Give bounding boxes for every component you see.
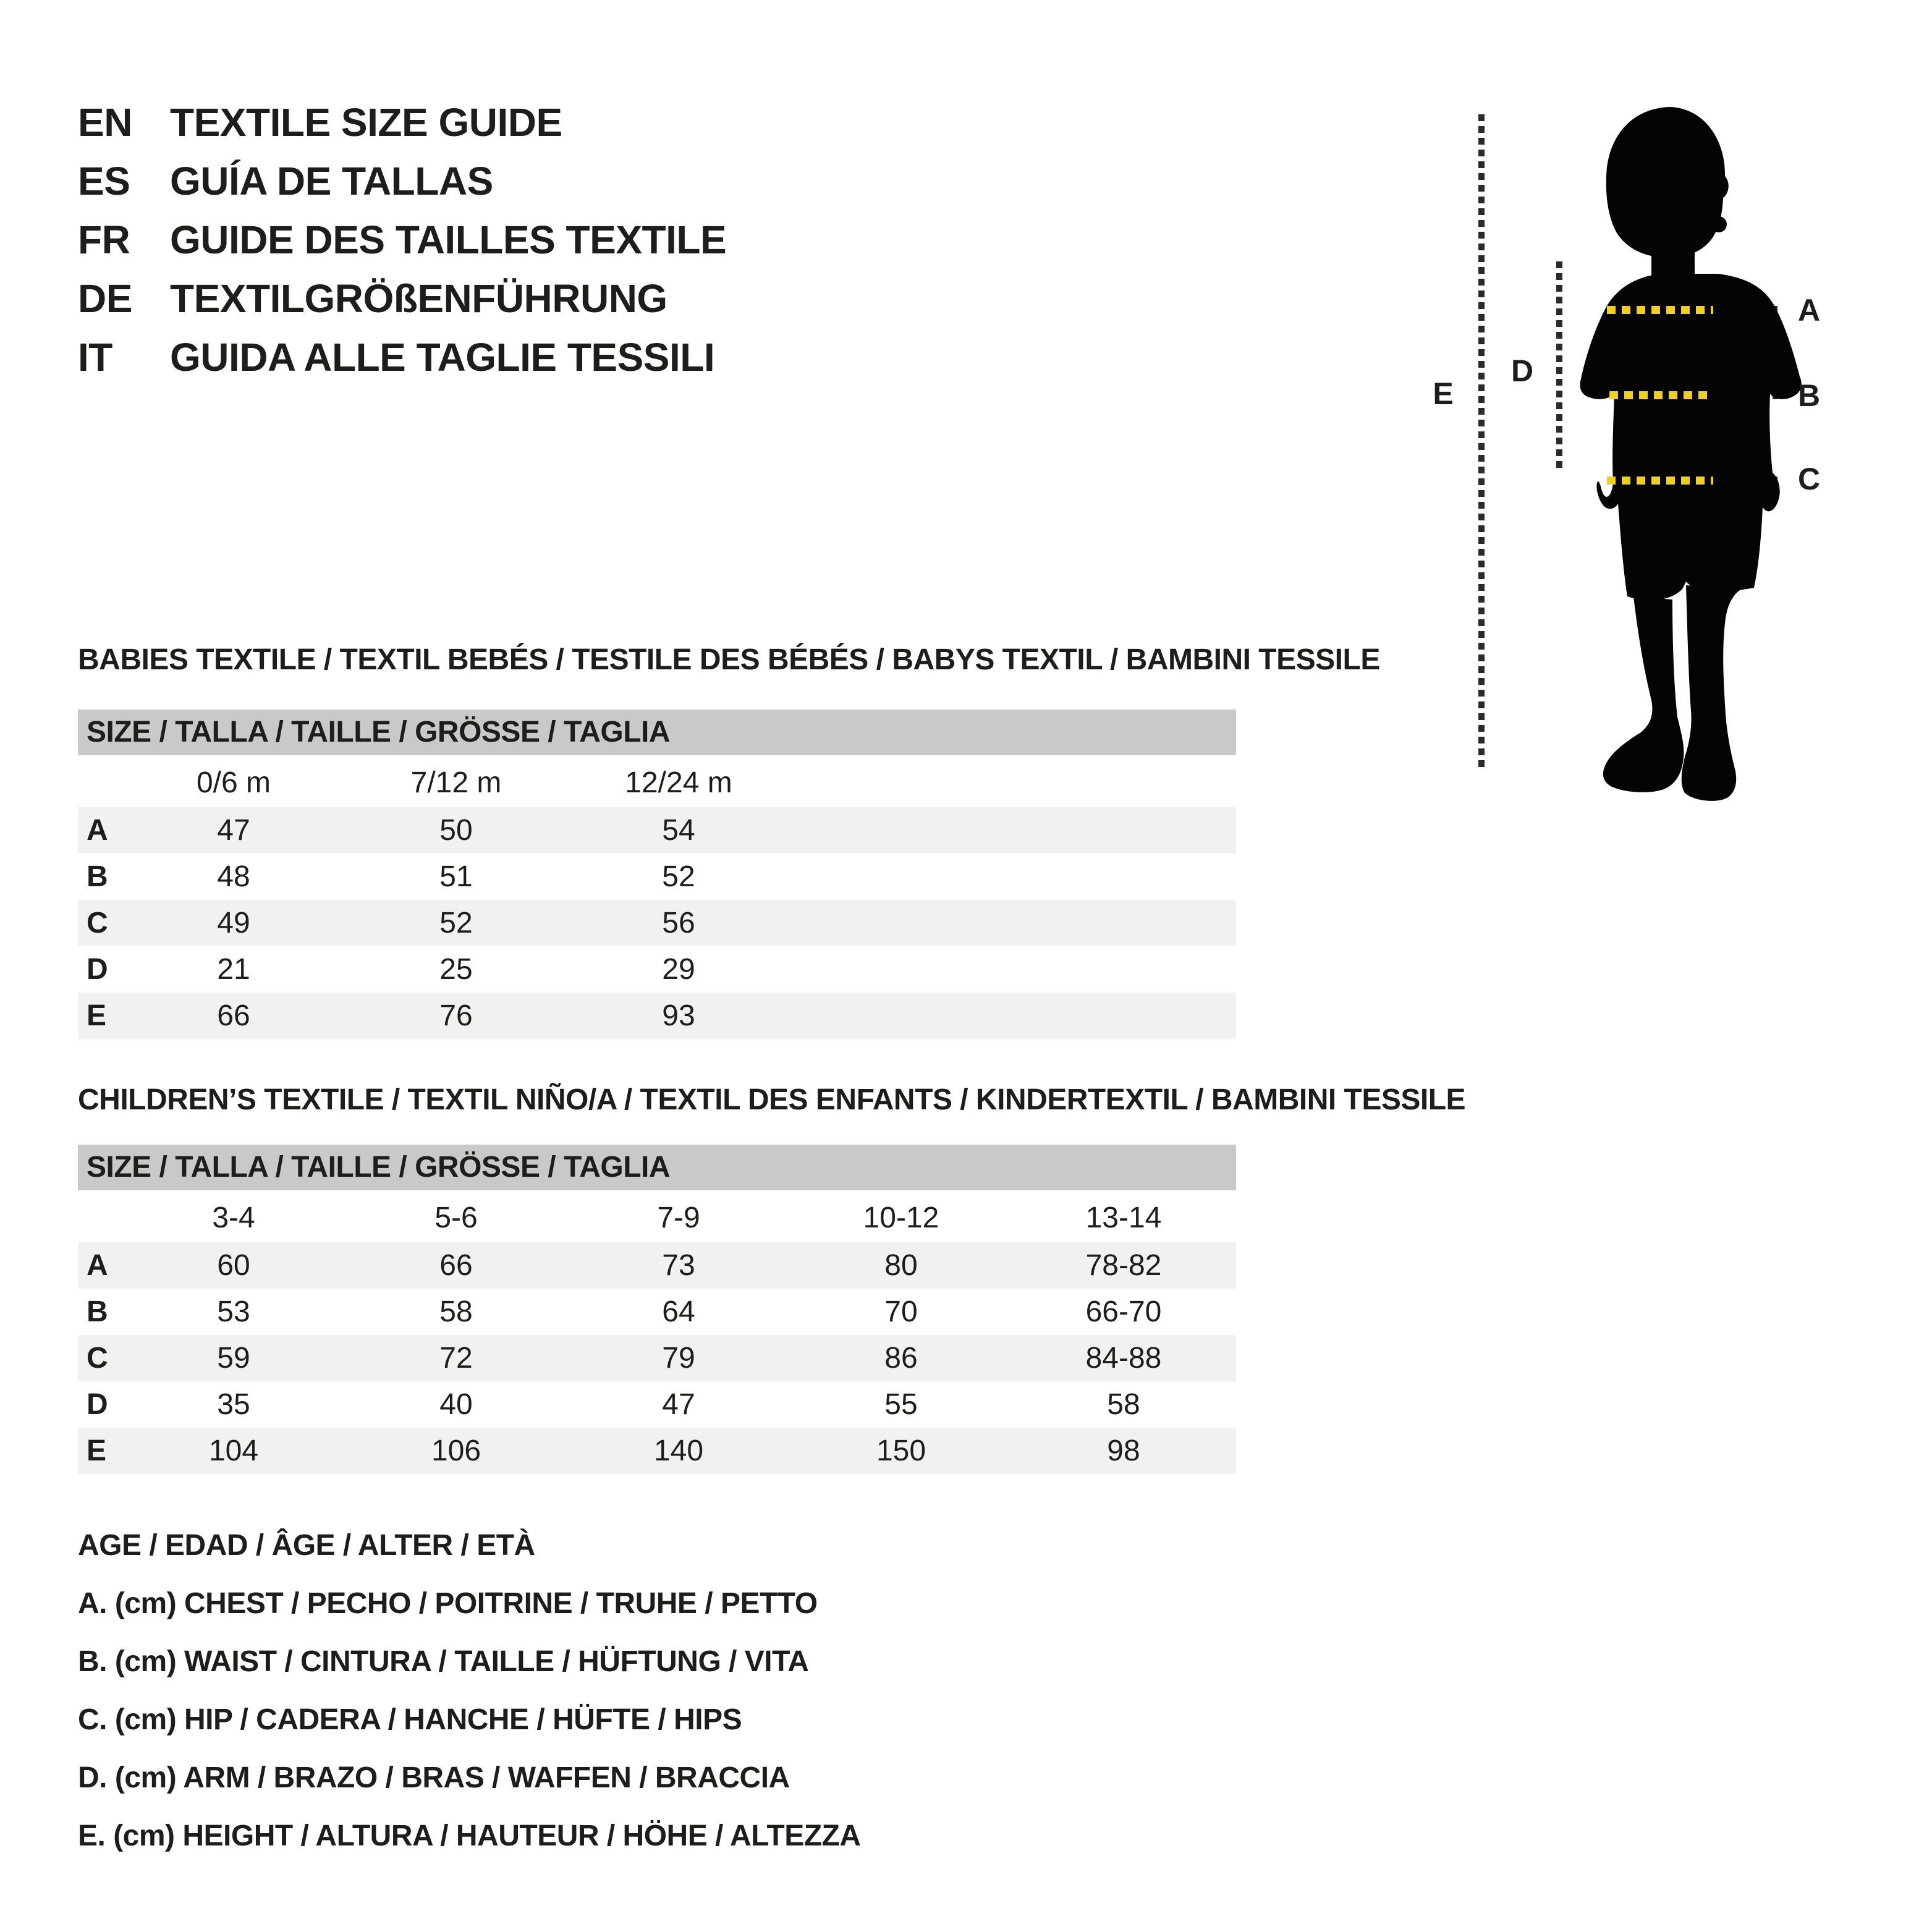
table-cell: 47: [662, 1388, 695, 1421]
table-cell: 35: [217, 1388, 250, 1421]
children-size-header-bar: SIZE / TALLA / TAILLE / GRÖSSE / TAGLIA: [78, 1145, 1236, 1190]
legend-height: E. (cm) HEIGHT / ALTURA / HAUTEUR / HÖHE / ALTEZZA: [78, 1820, 861, 1852]
silhouette-ear: [1711, 216, 1727, 232]
row-label: E: [87, 999, 107, 1032]
babies-table-row-D: [78, 946, 1236, 993]
children-column-headers: [78, 1194, 1236, 1242]
babies-section-title: BABIES TEXTILE / TEXTIL BEBÉS / TESTILE DES BÉBÉS / BABYS TEXTIL / BAMBINI TESSILE: [78, 643, 1380, 676]
table-cell: 54: [662, 814, 695, 847]
silhouette-torso: [1580, 274, 1802, 600]
row-label: D: [87, 1388, 108, 1421]
silhouette-right-leg: [1682, 585, 1742, 801]
children-table-row-C: [78, 1335, 1236, 1381]
legend-waist: B. (cm) WAIST / CINTURA / TAILLE / HÜFTUNG / VITA: [78, 1645, 809, 1678]
table-cell: 93: [662, 999, 695, 1032]
row-label: B: [87, 1295, 108, 1328]
measurement-legend: [78, 1517, 861, 1865]
guide-title-fr: GUIDE DES TAILLES TEXTILE: [170, 217, 727, 262]
babies-size-header-bar: SIZE / TALLA / TAILLE / GRÖSSE / TAGLIA: [78, 710, 1236, 755]
language-row-en: [78, 93, 726, 151]
guide-title-en: TEXTILE SIZE GUIDE: [170, 100, 562, 145]
row-label: B: [87, 860, 108, 893]
table-cell: 66: [217, 999, 250, 1032]
table-cell: 51: [439, 860, 473, 893]
table-cell: 56: [662, 907, 695, 939]
table-cell: 76: [439, 999, 473, 1032]
legend-chest: A. (cm) CHEST / PECHO / POITRINE / TRUHE / PETTO: [78, 1587, 818, 1620]
table-cell: 70: [884, 1295, 918, 1328]
table-cell: 72: [439, 1342, 473, 1375]
table-cell: 58: [1107, 1388, 1140, 1421]
chest-label-A: A: [1797, 293, 1821, 328]
row-label: C: [87, 1342, 108, 1375]
table-cell: 73: [662, 1249, 695, 1282]
language-code: IT: [78, 334, 112, 379]
waist-label-B: B: [1797, 378, 1821, 413]
babies-column-headers: [78, 759, 1236, 807]
children-col-header: 7-9: [657, 1201, 700, 1234]
legend-age: AGE / EDAD / ÂGE / ALTER / ETÀ: [78, 1529, 535, 1562]
language-row-de: [78, 269, 726, 328]
table-cell: 58: [439, 1295, 473, 1328]
waist-measure-line-B: [1609, 391, 1713, 399]
silhouette-left-leg: [1603, 596, 1684, 792]
height-label-E: E: [1433, 376, 1454, 411]
table-cell: 50: [439, 814, 473, 847]
silhouette-head: [1606, 107, 1729, 258]
language-code: ES: [78, 158, 130, 203]
language-row-it: [78, 328, 726, 386]
table-cell: 55: [884, 1388, 918, 1421]
table-cell: 140: [653, 1434, 704, 1467]
table-cell: 86: [884, 1342, 918, 1375]
table-cell: 66-70: [1085, 1295, 1162, 1328]
table-cell: 104: [208, 1434, 259, 1467]
table-cell: 84-88: [1085, 1342, 1162, 1375]
guide-title-it: GUIDA ALLE TAGLIE TESSILI: [170, 334, 715, 379]
arm-label-D: D: [1510, 354, 1534, 388]
title-block: [78, 93, 726, 386]
language-code: DE: [78, 276, 132, 321]
table-cell: 40: [439, 1388, 473, 1421]
row-label: E: [87, 1434, 107, 1467]
babies-table-row-B: [78, 854, 1236, 900]
table-cell: 49: [217, 907, 250, 939]
children-col-header: 3-4: [212, 1201, 255, 1234]
height-measure-line-E: [1478, 114, 1485, 769]
guide-title-de: TEXTILGRÖßENFÜHRUNG: [170, 276, 667, 321]
table-cell: 29: [662, 953, 695, 986]
table-cell: 79: [662, 1342, 695, 1375]
babies-col-header: 7/12 m: [410, 766, 502, 799]
language-row-es: [78, 151, 726, 210]
child-silhouette: [1514, 102, 1823, 813]
language-code: EN: [78, 100, 132, 145]
table-cell: 21: [217, 953, 250, 986]
legend-hip: C. (cm) HIP / CADERA / HANCHE / HÜFTE / HIPS: [78, 1703, 742, 1736]
row-label: A: [87, 814, 108, 847]
legend-arm: D. (cm) ARM / BRAZO / BRAS / WAFFEN / BRACCIA: [78, 1761, 790, 1794]
children-col-header: 5-6: [434, 1201, 478, 1234]
table-cell: 47: [217, 814, 250, 847]
table-cell: 78-82: [1085, 1249, 1162, 1282]
chest-measure-line-A: [1607, 306, 1713, 314]
children-table-row-A: [78, 1242, 1236, 1289]
hip-measure-line-C: [1607, 477, 1713, 485]
children-col-header: 10-12: [863, 1201, 939, 1234]
table-cell: 52: [439, 907, 473, 939]
babies-table-row-E: [78, 993, 1236, 1039]
table-cell: 25: [439, 953, 473, 986]
row-label: D: [87, 953, 108, 986]
children-col-header: 13-14: [1085, 1201, 1162, 1234]
children-table-row-D: [78, 1381, 1236, 1428]
guide-title-es: GUÍA DE TALLAS: [170, 158, 493, 203]
babies-table-row-A: [78, 807, 1236, 854]
children-table-row-B: [78, 1289, 1236, 1335]
table-cell: 150: [876, 1434, 926, 1467]
table-cell: 53: [217, 1295, 250, 1328]
language-code: FR: [78, 217, 130, 262]
table-cell: 66: [439, 1249, 473, 1282]
table-cell: 98: [1107, 1434, 1140, 1467]
row-label: A: [87, 1249, 108, 1282]
language-row-fr: [78, 210, 726, 269]
children-section-title: CHILDREN’S TEXTILE / TEXTIL NIÑO/A / TEXTIL DES ENFANTS / KINDERTEXTIL / BAMBINI TESSILE: [78, 1083, 1466, 1116]
babies-col-header: 12/24 m: [625, 766, 732, 799]
babies-col-header: 0/6 m: [196, 766, 271, 799]
children-table-row-E: [78, 1428, 1236, 1474]
table-cell: 59: [217, 1342, 250, 1375]
table-cell: 48: [217, 860, 250, 893]
table-cell: 60: [217, 1249, 250, 1282]
table-cell: 64: [662, 1295, 695, 1328]
table-cell: 52: [662, 860, 695, 893]
hip-label-C: C: [1797, 462, 1821, 496]
table-cell: 80: [884, 1249, 918, 1282]
table-cell: 106: [431, 1434, 481, 1467]
babies-table-row-C: [78, 900, 1236, 946]
row-label: C: [87, 907, 108, 939]
